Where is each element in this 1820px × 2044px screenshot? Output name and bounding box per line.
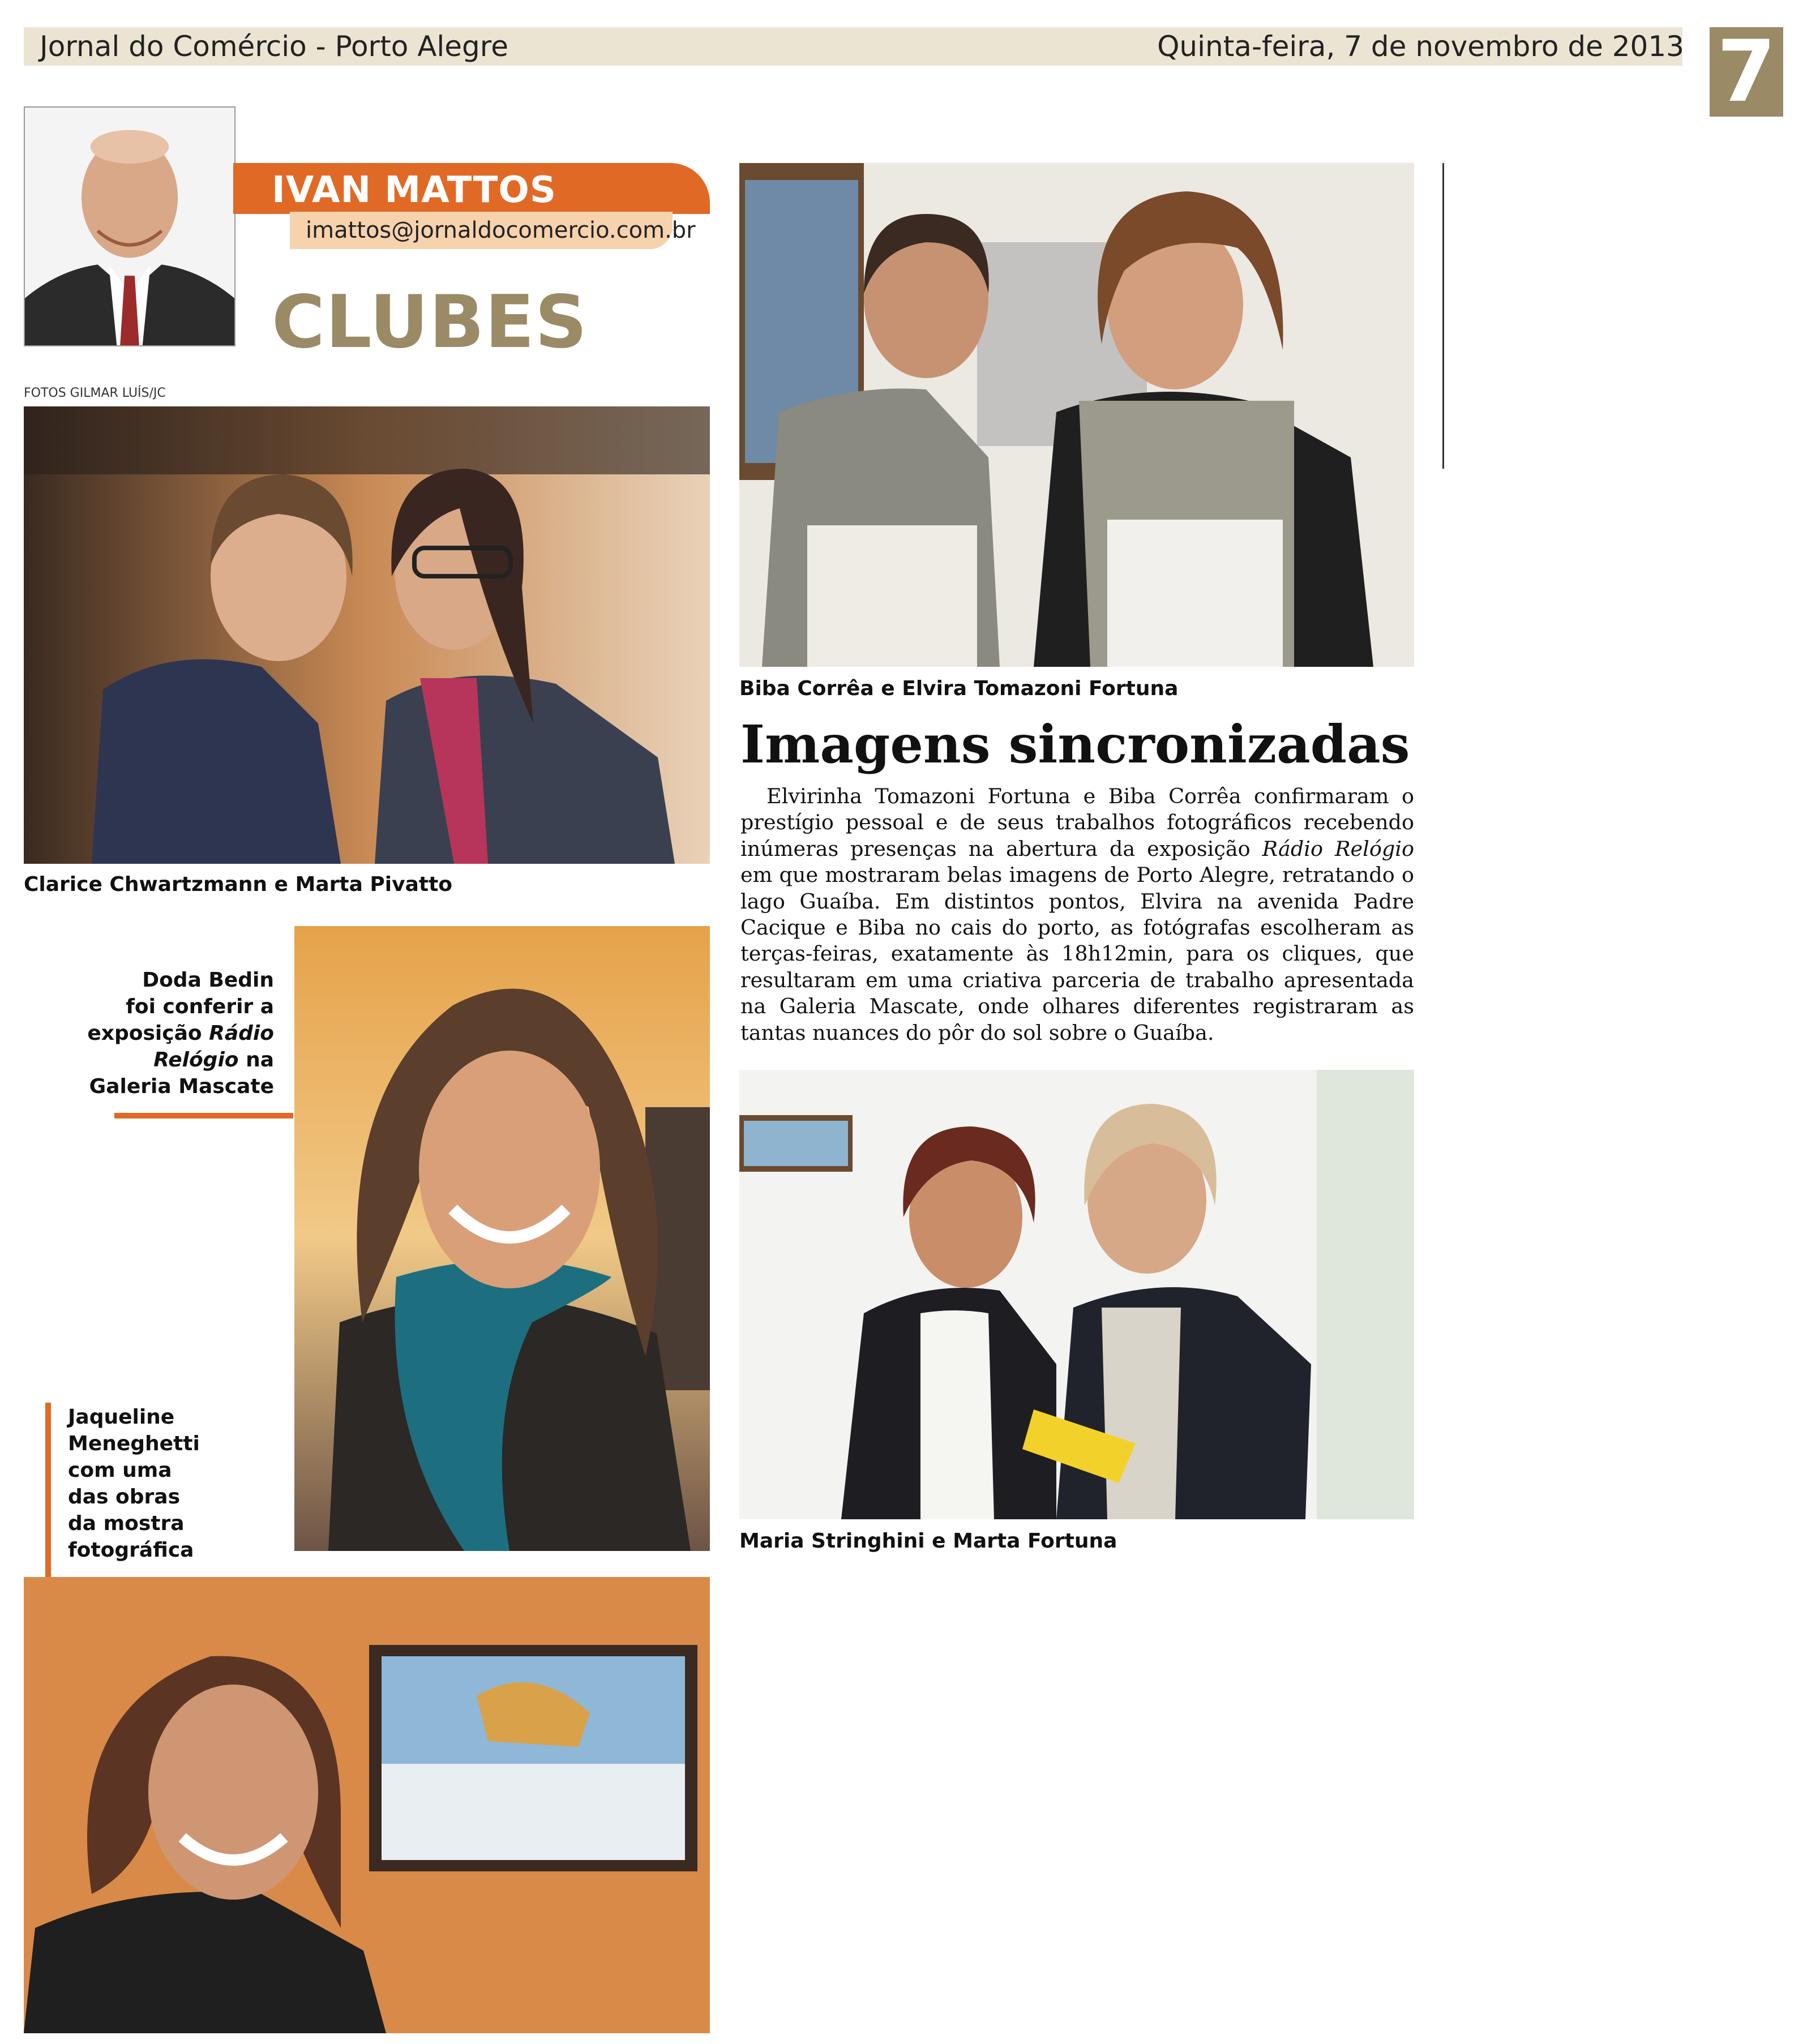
caption-line: das obras	[68, 1485, 180, 1509]
caption-maria-marta: Maria Stringhini e Marta Fortuna	[739, 1529, 1117, 1553]
caption-vertical-rule	[45, 1403, 51, 1579]
caption-rule	[114, 1113, 293, 1119]
caption-clarice-marta: Clarice Chwartzmann e Marta Pivatto	[24, 873, 453, 896]
photo-doda-bedin	[294, 926, 710, 1551]
caption-line: Doda Bedin	[142, 969, 274, 992]
columnist-portrait	[24, 106, 235, 346]
article-text: em que mostraram belas imagens de Porto Alegre, retratando o lago Guaíba. Em distintos pontos, Elvira na avenida Padre Cacique e Biba no cais do porto, as fotógrafas escolheram as terças-feiras, exatamente às 18h12min, para os cliques, que resultaram em uma criativa parceria de trabalho apresentada na Galeria Mascate, onde olhares diferentes registraram as tantas nuances do pôr do sol sobre o Guaíba.	[740, 863, 1414, 1045]
caption-line: foi conferir a	[126, 995, 274, 1018]
column-rule	[1442, 163, 1444, 469]
article-exhibition-title: Rádio Relógio	[1262, 836, 1414, 861]
photo-biba-elvira	[739, 163, 1414, 667]
page-number: 7	[1710, 27, 1783, 117]
author-email[interactable]: imattos@jornaldocomercio.com.br	[306, 217, 696, 243]
photo-credit: FOTOS GILMAR LUÍS/JC	[24, 386, 166, 400]
caption-line: com uma	[68, 1459, 172, 1482]
article-headline: Imagens sincronizadas	[740, 714, 1410, 775]
caption-text: na	[238, 1048, 274, 1072]
caption-text: exposição	[87, 1022, 209, 1045]
article-text: Elvirinha Tomazoni Fortuna e Biba Corrêa confirmaram o prestígio pessoal e de seus trabalhos fotográficos recebendo inúmeras presenças na abertura da exposição	[740, 784, 1414, 861]
caption-line: fotográfica	[68, 1539, 194, 1562]
photo-clarice-marta	[24, 406, 710, 864]
caption-italic: Rádio	[209, 1022, 274, 1045]
photo-jaqueline-meneghetti	[24, 1577, 710, 2033]
caption-jaqueline	[68, 1404, 249, 1563]
author-name: IVAN MATTOS	[272, 169, 556, 211]
caption-doda	[68, 967, 274, 1100]
publication-name: Jornal do Comércio - Porto Alegre	[40, 30, 509, 63]
caption-line	[68, 1020, 274, 1047]
article-body	[740, 783, 1414, 1046]
caption-line: da mostra	[68, 1512, 185, 1535]
section-title: CLUBES	[272, 280, 588, 365]
issue-date: Quinta-feira, 7 de novembro de 2013	[1157, 30, 1684, 63]
caption-biba-elvira: Biba Corrêa e Elvira Tomazoni Fortuna	[739, 677, 1179, 700]
caption-italic: Relógio	[153, 1048, 239, 1072]
caption-line: Jaqueline	[68, 1405, 175, 1429]
photo-maria-marta	[739, 1070, 1414, 1519]
caption-line: Galeria Mascate	[89, 1075, 274, 1098]
caption-line: Meneghetti	[68, 1432, 200, 1455]
caption-line	[68, 1047, 274, 1073]
